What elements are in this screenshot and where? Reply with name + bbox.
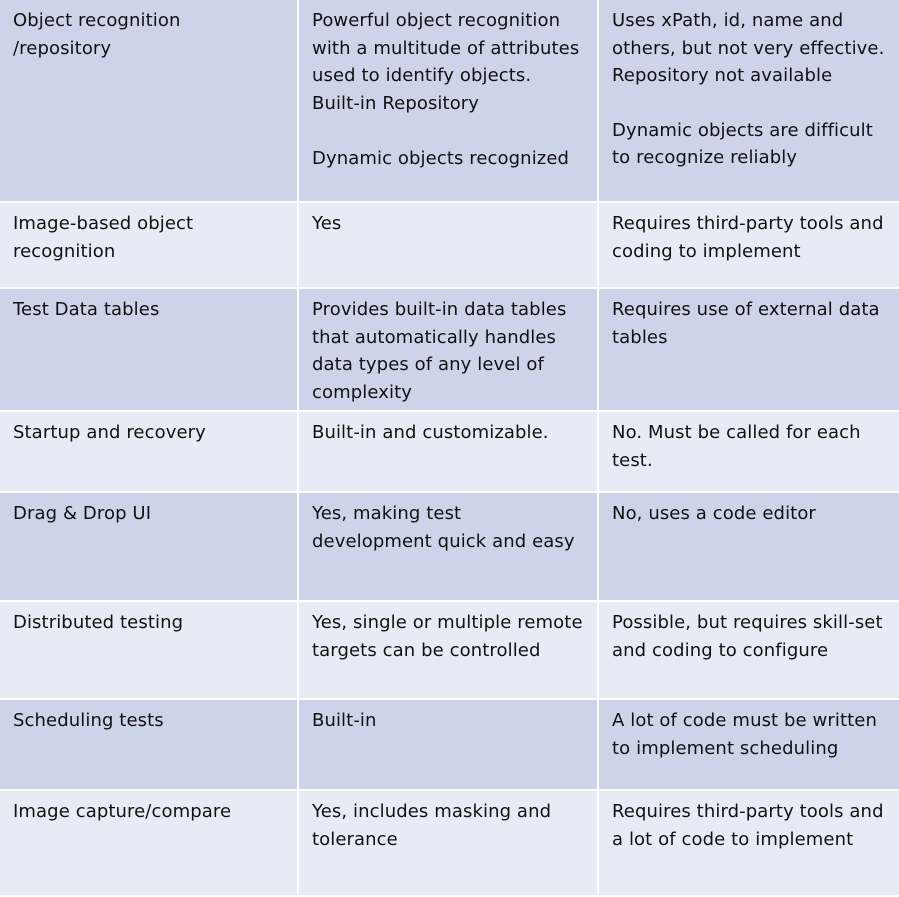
product-a-text: Yes, single or multiple remote targets can be controlled <box>312 612 589 661</box>
product-b-cell <box>599 493 899 602</box>
product-b-text: No. Must be called for each test. <box>612 422 867 471</box>
product-a-text: Yes, includes masking and tolerance <box>312 801 557 850</box>
product-a-text: Powerful object recognition with a multitude of attributes used to identify objects. Built-in Repository <box>312 10 586 114</box>
product-b-text: Requires use of external data tables <box>612 299 886 348</box>
product-a-text: Yes <box>312 213 342 234</box>
feature-label: Image capture/compare <box>13 801 232 822</box>
product-a-cell <box>299 791 599 897</box>
feature-label: Startup and recovery <box>13 422 206 443</box>
product-b-text: Possible, but requires skill-set and coding to configure <box>612 612 889 661</box>
feature-label: Drag & Drop UI <box>13 503 152 524</box>
feature-label: Scheduling tests <box>13 710 164 731</box>
product-a-cell <box>299 289 599 412</box>
product-a-cell <box>299 412 599 493</box>
product-b-text: Requires third-party tools and a lot of code to implement <box>612 801 890 850</box>
feature-cell <box>0 412 299 493</box>
feature-label: Image-based object recognition <box>13 213 200 262</box>
product-b-cell <box>599 700 899 791</box>
product-b-cell <box>599 791 899 897</box>
product-a-cell <box>299 203 599 289</box>
product-b-text: A lot of code must be written to implement scheduling <box>612 710 883 759</box>
product-b-text: Requires third-party tools and coding to implement <box>612 213 890 262</box>
feature-cell <box>0 791 299 897</box>
feature-cell <box>0 493 299 602</box>
product-b-text: Uses xPath, id, name and others, but not very effective. Repository not available <box>612 10 891 86</box>
product-a-text-secondary: Dynamic objects recognized <box>312 147 570 169</box>
feature-cell <box>0 0 299 203</box>
product-a-cell <box>299 493 599 602</box>
product-b-cell <box>599 602 899 700</box>
product-b-cell <box>599 203 899 289</box>
product-b-text: No, uses a code editor <box>612 503 816 524</box>
product-b-text-secondary: Dynamic objects are difficult to recognize reliably <box>612 119 879 168</box>
feature-cell <box>0 289 299 412</box>
feature-cell <box>0 203 299 289</box>
feature-label: Object recognition /repository <box>13 10 181 59</box>
product-a-cell <box>299 0 599 203</box>
product-b-cell <box>599 412 899 493</box>
product-b-cell <box>599 289 899 412</box>
product-a-text: Built-in <box>312 710 377 731</box>
product-b-cell <box>599 0 899 203</box>
paragraph-gap <box>312 117 583 145</box>
feature-cell <box>0 602 299 700</box>
feature-cell <box>0 700 299 791</box>
product-a-text: Provides built-in data tables that automatically handles data types of any level of complexity <box>312 299 573 403</box>
product-a-cell <box>299 700 599 791</box>
product-a-text: Yes, making test development quick and easy <box>312 503 575 552</box>
feature-label: Distributed testing <box>13 612 184 633</box>
feature-label: Test Data tables <box>13 299 160 320</box>
product-a-text: Built-in and customizable. <box>312 422 549 443</box>
product-a-cell <box>299 602 599 700</box>
